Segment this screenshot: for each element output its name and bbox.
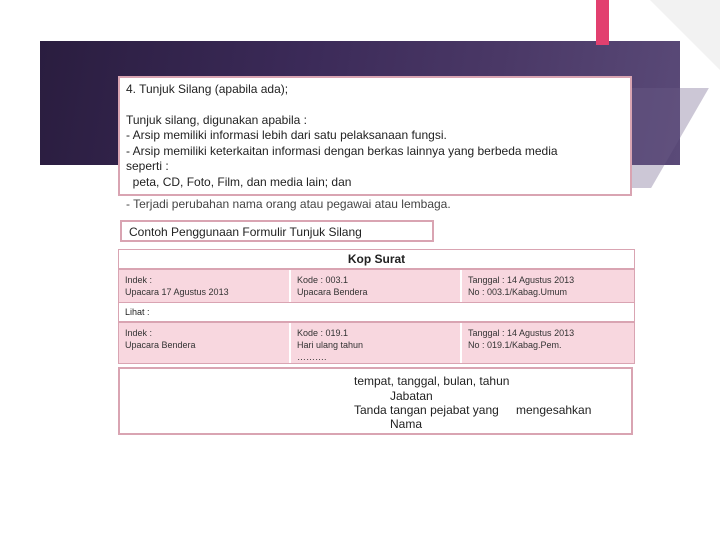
corner-decoration <box>650 0 720 70</box>
position-label: Jabatan <box>390 389 433 403</box>
date-number-cell <box>462 270 634 302</box>
cell-line: Upacara Bendera <box>297 287 368 297</box>
code-cell <box>291 323 462 363</box>
body-line: Tunjuk silang, digunakan apabila : <box>126 112 308 127</box>
cell-line: Tanggal : 14 Agustus 2013 <box>468 275 575 285</box>
cell-line: Kode : 003.1 <box>297 275 349 285</box>
code-cell <box>291 270 462 302</box>
cell-line: Upacara Bendera <box>125 340 196 350</box>
section-heading: 4. Tunjuk Silang (apabila ada); <box>126 82 289 96</box>
cell-line: Tanggal : 14 Agustus 2013 <box>468 328 575 338</box>
body-line: peta, CD, Foto, Film, dan media lain; dan <box>126 174 352 189</box>
body-line: seperti : <box>126 159 169 173</box>
example-title: Contoh Penggunaan Formulir Tunjuk Silang <box>120 220 434 242</box>
cell-line: Kode : 019.1 <box>297 328 349 338</box>
form-row-reference <box>118 322 635 364</box>
cell-line: No : 019.1/Kabag.Pem. <box>468 340 562 350</box>
signature-block <box>118 367 633 435</box>
overflow-line: - Terjadi perubahan nama orang atau pegawai atau lembaga. <box>126 197 451 211</box>
cell-line: Hari ulang tahun <box>297 340 364 350</box>
form-row-primary <box>118 269 635 303</box>
signature-label: Tanda tangan pejabat yang <box>354 403 499 417</box>
name-label: Nama <box>390 417 423 431</box>
cell-line: ………. <box>297 352 327 362</box>
cell-line: Indek : <box>125 328 153 338</box>
body-line: - Arsip memiliki keterkaitan informasi dengan berkas lainnya yang berbeda media <box>126 143 558 158</box>
cell-line: Upacara 17 Agustus 2013 <box>125 287 229 297</box>
index-cell <box>119 323 291 363</box>
place-date: tempat, tanggal, bulan, tahun <box>354 374 510 388</box>
lihat-label: Lihat : <box>118 302 635 322</box>
index-cell <box>119 270 291 302</box>
kop-surat-header: Kop Surat <box>118 249 635 269</box>
cell-line: No : 003.1/Kabag.Umum <box>468 287 568 297</box>
date-number-cell <box>462 323 634 363</box>
tunjuk-silang-text-box <box>118 76 632 211</box>
signature-label-right: mengesahkan <box>516 403 592 417</box>
accent-bar <box>596 0 609 45</box>
cell-line: Indek : <box>125 275 153 285</box>
body-line: - Arsip memiliki informasi lebih dari satu pelaksanaan fungsi. <box>126 128 447 142</box>
